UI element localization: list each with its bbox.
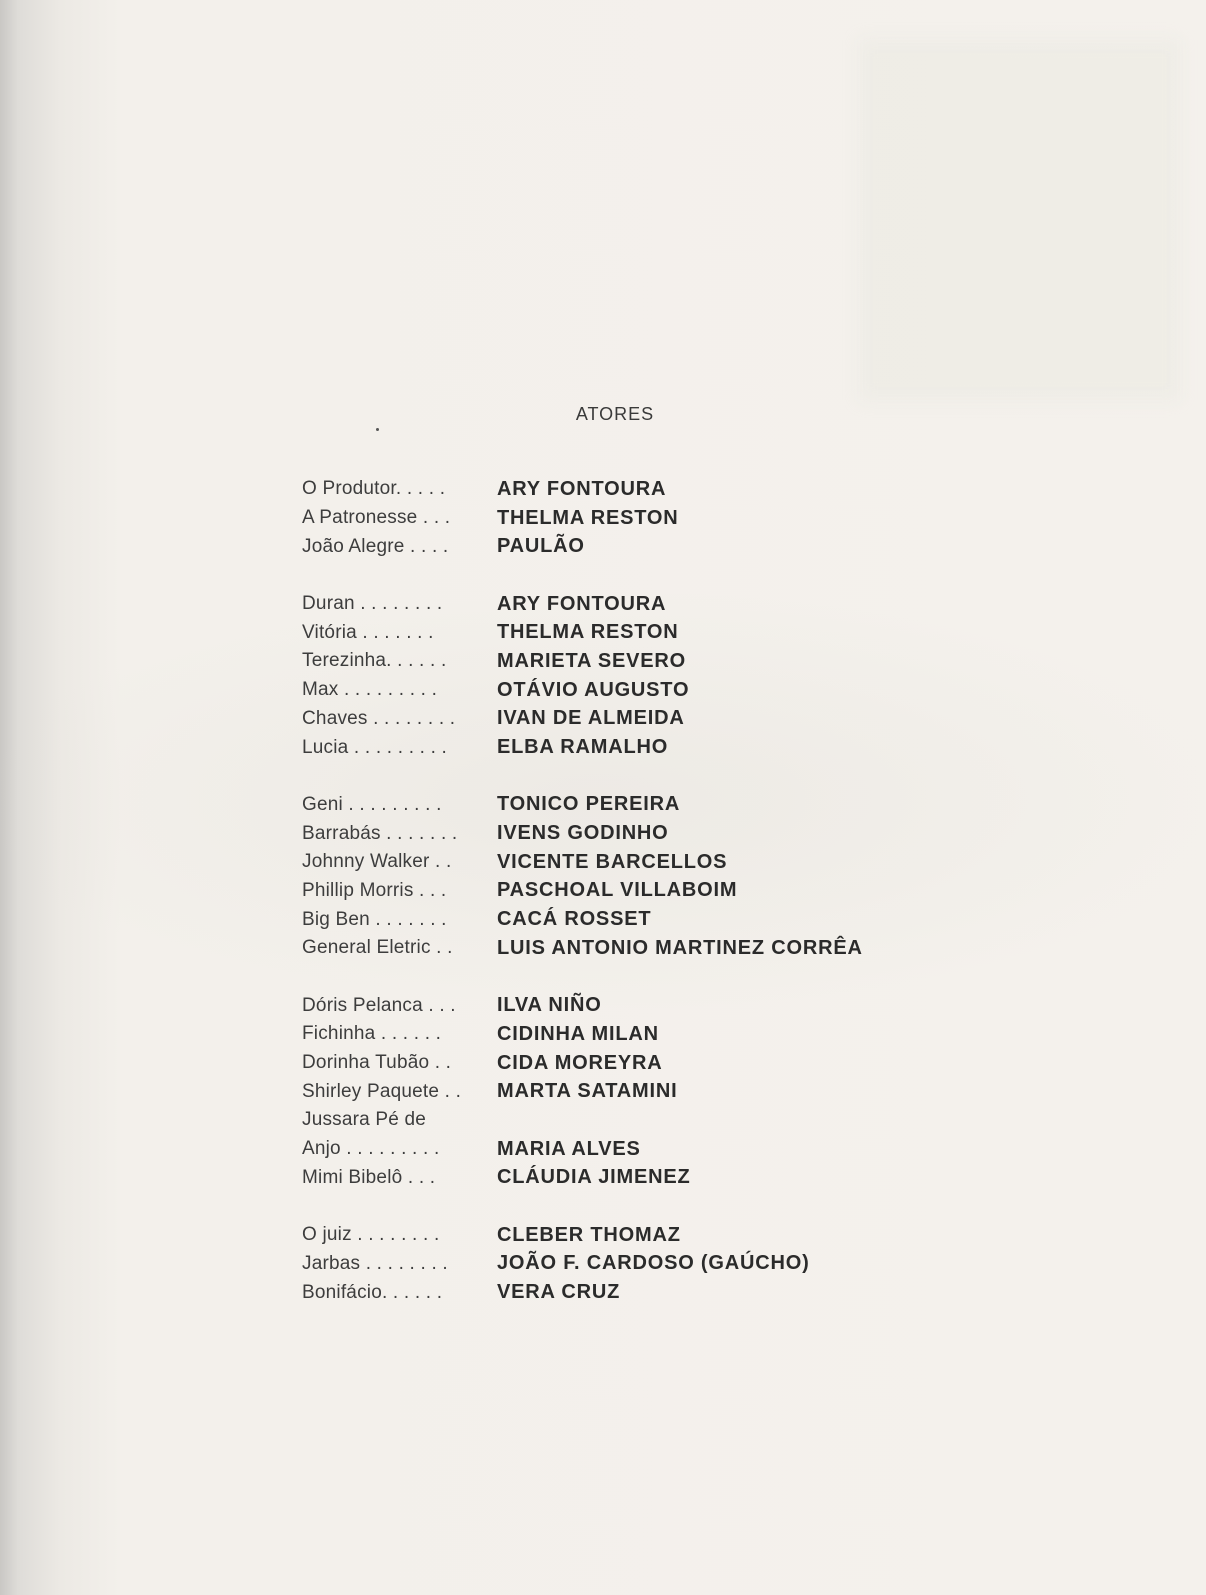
actor-name: JOÃO F. CARDOSO (GAÚCHO) [497, 1252, 810, 1275]
cast-row [302, 676, 922, 705]
actor-name: THELMA RESTON [497, 506, 679, 529]
role-name: Terezinha. . . . . . [302, 650, 447, 672]
cast-row [302, 590, 922, 619]
role-name: O Produtor. . . . . [302, 478, 446, 500]
cast-row [302, 475, 922, 504]
group-spacer [302, 1192, 922, 1221]
actor-name: TONICO PEREIRA [497, 793, 681, 816]
ink-speck [376, 428, 379, 431]
cast-row [302, 1135, 922, 1164]
role-name: Barrabás . . . . . . . [302, 822, 458, 844]
actor-name: CLÁUDIA JIMENEZ [497, 1166, 691, 1189]
role-name: Duran . . . . . . . . [302, 593, 443, 615]
role-name: Max . . . . . . . . . [302, 679, 438, 701]
cast-row [302, 647, 922, 676]
cast-row [302, 618, 922, 647]
cast-row [302, 705, 922, 734]
role-name: General Eletric . . [302, 937, 453, 959]
cast-row [302, 991, 922, 1020]
role-name: Geni . . . . . . . . . [302, 793, 442, 815]
role-name: Jussara Pé de [302, 1109, 427, 1131]
actor-name: THELMA RESTON [497, 621, 679, 644]
actor-name: ARY FONTOURA [497, 592, 667, 615]
role-name: Big Ben . . . . . . . [302, 908, 447, 930]
role-name: O juiz . . . . . . . . [302, 1224, 440, 1246]
actor-name: LUIS ANTONIO MARTINEZ CORRÊA [497, 936, 863, 959]
group-spacer [302, 561, 922, 590]
bleed-through-shadow [860, 40, 1180, 400]
cast-list [302, 475, 922, 1307]
actor-name: ILVA NIÑO [497, 994, 602, 1017]
role-name: Phillip Morris . . . [302, 879, 447, 901]
actor-name: ELBA RAMALHO [497, 736, 669, 759]
actor-name: IVAN DE ALMEIDA [497, 707, 685, 730]
actor-name: CLEBER THOMAZ [497, 1223, 681, 1246]
cast-row [302, 905, 922, 934]
role-name: Fichinha . . . . . . [302, 1023, 442, 1045]
actor-name: CIDA MOREYRA [497, 1051, 663, 1074]
cast-row [302, 791, 922, 820]
role-name: A Patronesse . . . [302, 507, 451, 529]
actor-name: PASCHOAL VILLABOIM [497, 879, 738, 902]
role-name: Vitória . . . . . . . [302, 621, 434, 643]
role-name: Lucia . . . . . . . . . [302, 736, 448, 758]
actor-name: ARY FONTOURA [497, 477, 667, 500]
actor-name: VERA CRUZ [497, 1281, 621, 1304]
cast-row [302, 1020, 922, 1049]
cast-row [302, 733, 922, 762]
role-name: Chaves . . . . . . . . [302, 707, 456, 729]
role-name: Dóris Pelanca . . . [302, 994, 456, 1016]
role-name: Jarbas . . . . . . . . [302, 1252, 448, 1274]
title-text: ATORES [575, 404, 655, 424]
actor-name: CIDINHA MILAN [497, 1022, 659, 1045]
role-name: Bonifácio. . . . . . [302, 1281, 443, 1303]
cast-row [302, 1278, 922, 1307]
actor-name: OTÁVIO AUGUSTO [497, 678, 690, 701]
actor-name: MARTA SATAMINI [497, 1080, 678, 1103]
cast-row [302, 1077, 922, 1106]
cast-row [302, 1049, 922, 1078]
actor-name: CACÁ ROSSET [497, 908, 652, 931]
cast-row [302, 934, 922, 963]
cast-row [302, 1221, 922, 1250]
role-name: Anjo . . . . . . . . . [302, 1138, 440, 1160]
group-spacer [302, 762, 922, 791]
cast-row [302, 532, 922, 561]
cast-row [302, 877, 922, 906]
role-name: Shirley Paquete . . [302, 1080, 462, 1102]
cast-row [302, 1106, 922, 1135]
cast-row [302, 504, 922, 533]
role-name: Dorinha Tubão . . [302, 1052, 452, 1074]
actor-name: IVENS GODINHO [497, 822, 669, 845]
actor-name: PAULÃO [497, 535, 585, 558]
role-name: Mimi Bibelô . . . [302, 1166, 436, 1188]
actor-name: MARIETA SEVERO [497, 649, 686, 672]
role-name: Johnny Walker . . [302, 851, 452, 873]
role-name: João Alegre . . . . [302, 535, 449, 557]
cast-row [302, 848, 922, 877]
actor-name: MARIA ALVES [497, 1137, 641, 1160]
cast-row [302, 1250, 922, 1279]
cast-row [302, 1164, 922, 1193]
actor-name: VICENTE BARCELLOS [497, 850, 728, 873]
group-spacer [302, 963, 922, 992]
page-title [0, 404, 1206, 425]
cast-row [302, 819, 922, 848]
